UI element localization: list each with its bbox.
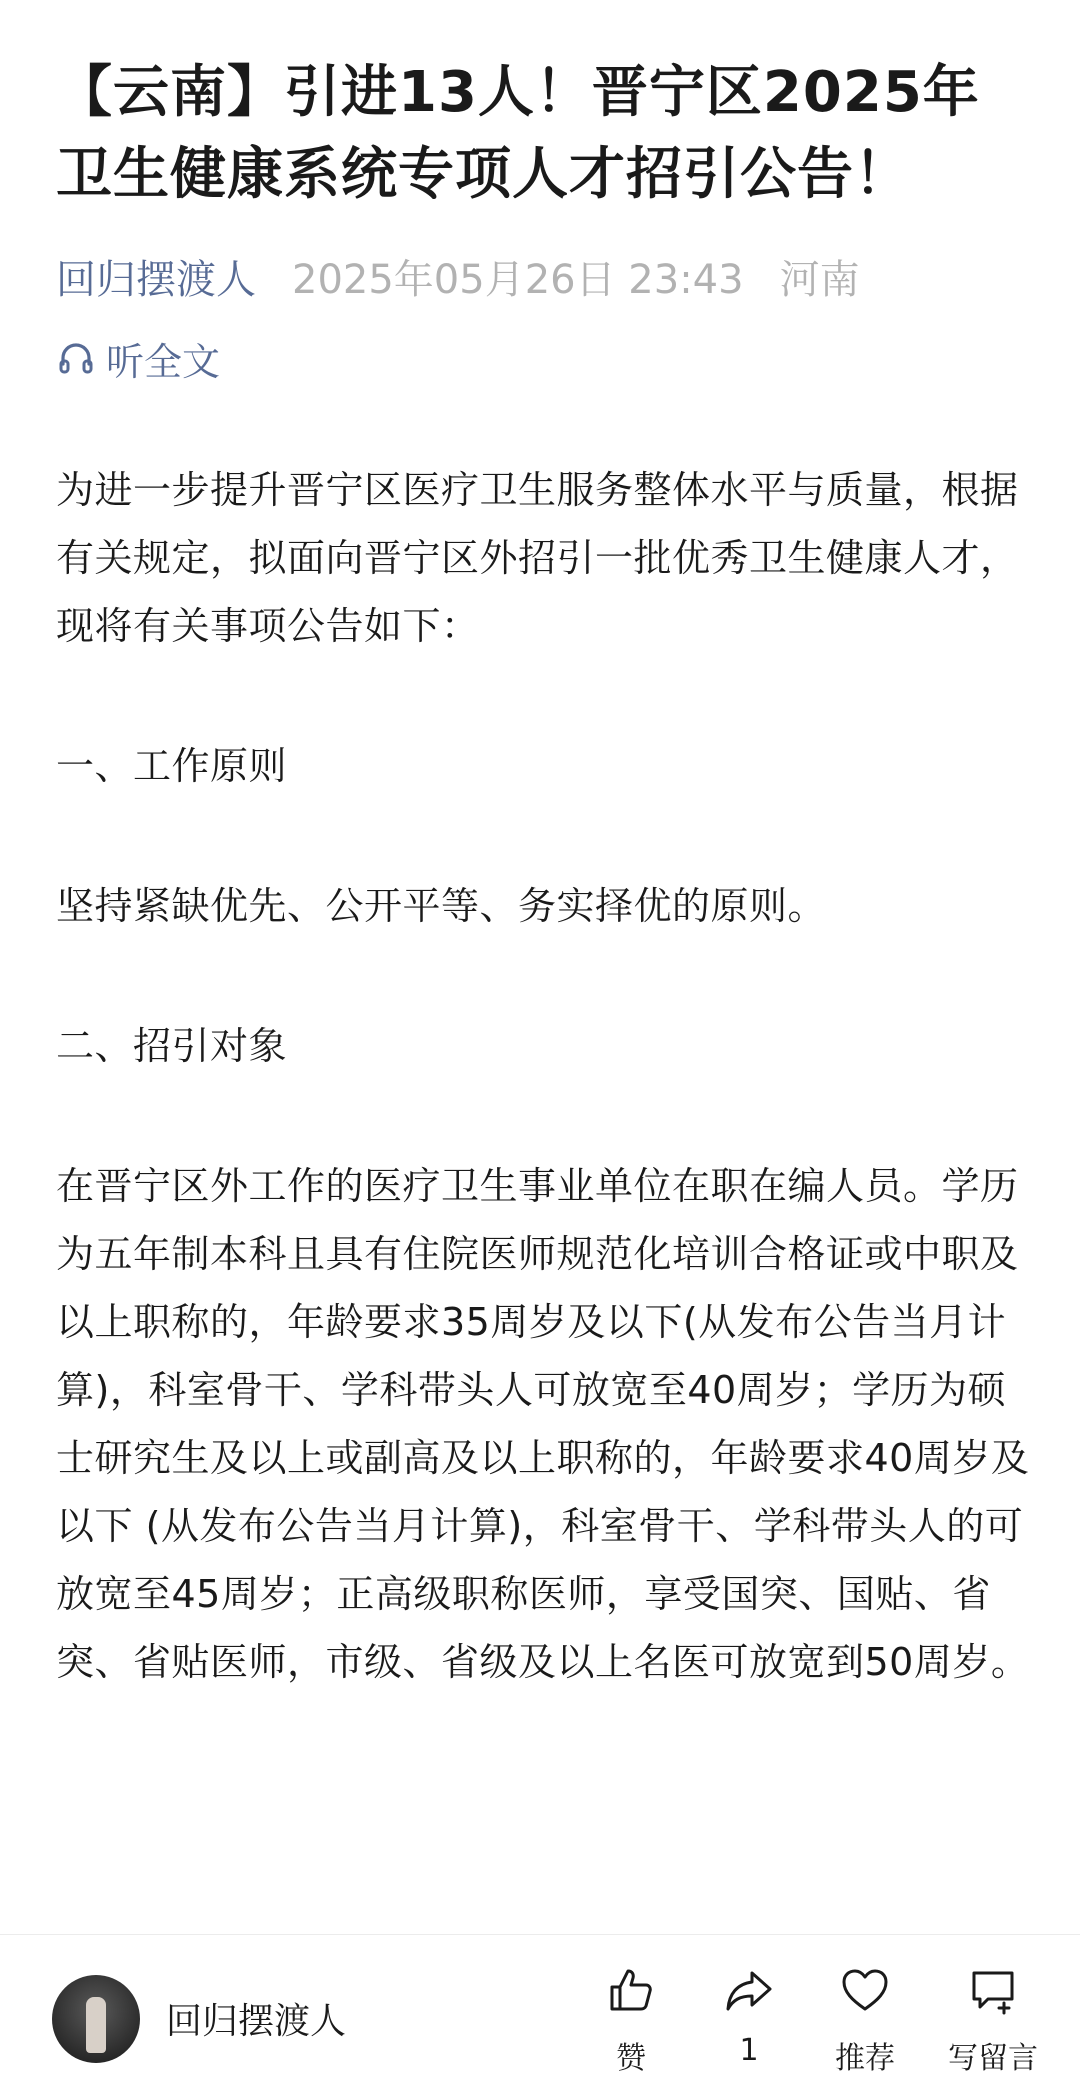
- recommend-label: 推荐: [835, 2041, 895, 2076]
- thumbs-up-icon: [604, 1963, 658, 2017]
- article-content: [56, 456, 1034, 1696]
- share-button[interactable]: [694, 1963, 804, 2068]
- paragraph-targets: 在晋宁区外工作的医疗卫生事业单位在职在编人员。学历为五年制本科且具有住院医师规范化培训合格证或中职及以上职称的，年龄要求35周岁及以下(从发布公告当月计算)，科室骨干、学科带头人可放宽至40周岁；学历为硕士研究生及以上或副高及以上职称的，年龄要求40周岁及以下 (从发布公告当月计算)，科室骨干、学科带头人的可放宽至45周岁；正高级职称医师，享受国突、国贴、省突、省贴医师，市级、省级及以上名医可放宽到50周岁。: [56, 1164, 1030, 1684]
- avatar[interactable]: [52, 1975, 140, 2063]
- publish-date: 2025年05月26日 23:43: [292, 256, 744, 303]
- recommend-button[interactable]: [810, 1963, 920, 2077]
- listen-label: 听全文: [106, 339, 221, 384]
- share-count: 1: [739, 2033, 759, 2068]
- avatar-figure: [86, 1997, 106, 2053]
- listen-button[interactable]: [56, 330, 1034, 386]
- comment-button[interactable]: [928, 1963, 1058, 2077]
- section-heading-targets: 二、招引对象: [56, 1024, 288, 1068]
- article-title: 【云南】引进13人！晋宁区2025年卫生健康系统专项人才招引公告！: [56, 60, 980, 207]
- toolbar-author-name[interactable]: 回归摆渡人: [166, 2001, 347, 2042]
- share-arrow-icon: [722, 1963, 776, 2017]
- paragraph-intro: 为进一步提升晋宁区医疗卫生服务整体水平与质量，根据有关规定，拟面向晋宁区外招引一批优秀卫生健康人才，现将有关事项公告如下：: [56, 468, 1019, 648]
- author-link[interactable]: 回归摆渡人: [56, 256, 256, 303]
- like-label: 赞: [616, 2041, 646, 2076]
- article: [56, 52, 1034, 1768]
- like-button[interactable]: [576, 1963, 686, 2077]
- comment-icon: [966, 1963, 1020, 2017]
- section-heading-principles: 一、工作原则: [56, 744, 288, 788]
- publish-region: 河南: [779, 256, 860, 303]
- headphones-icon: [56, 338, 96, 378]
- paragraph-principles: 坚持紧缺优先、公开平等、务实择优的原则。: [56, 884, 827, 928]
- comment-label: 写留言: [948, 2041, 1038, 2076]
- article-meta: [56, 248, 1034, 304]
- heart-icon: [838, 1963, 892, 2017]
- bottom-toolbar: [0, 1934, 1080, 2089]
